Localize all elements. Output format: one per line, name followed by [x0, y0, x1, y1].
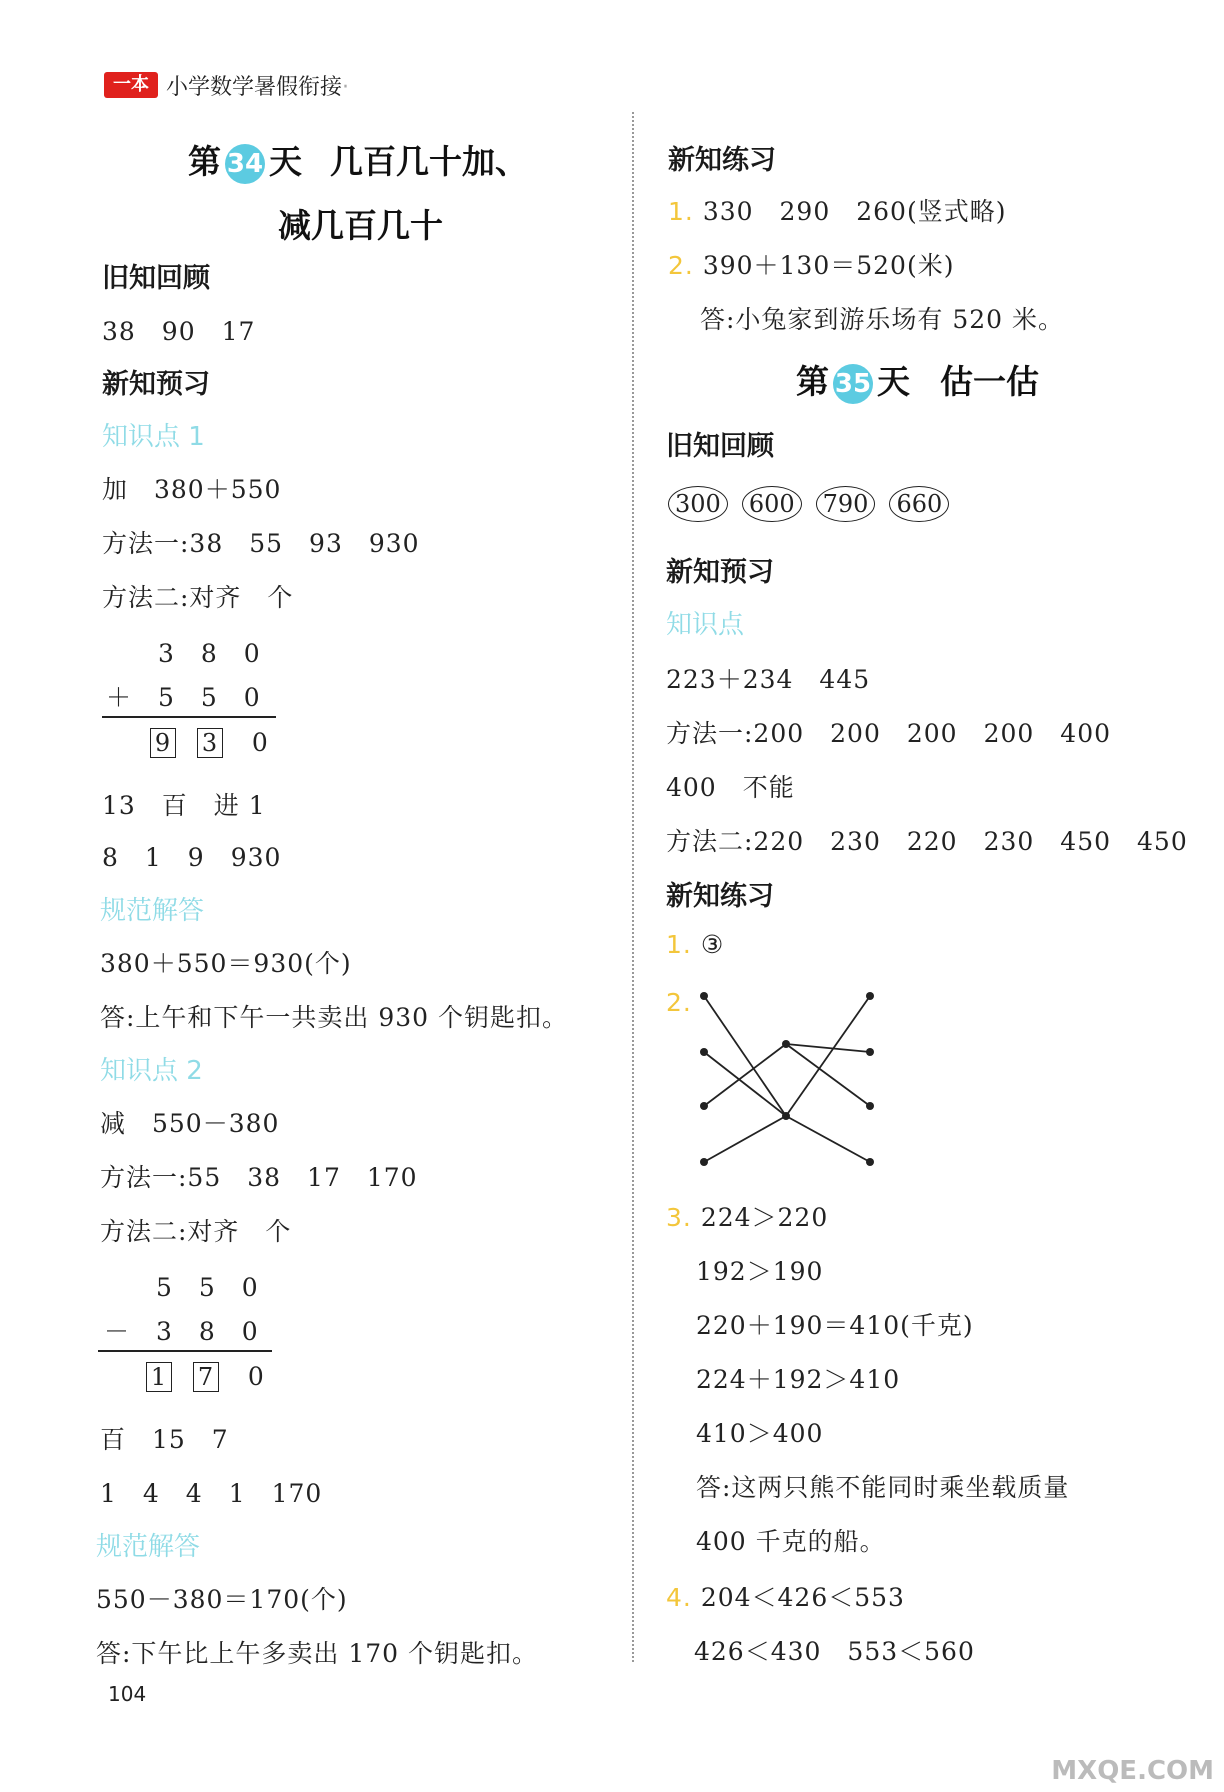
knowledge-point-2: 知识点 2: [100, 1056, 203, 1086]
dot-right-4: [866, 1158, 874, 1166]
knowledge-point-1: 知识点 1: [102, 422, 205, 452]
practice-text-2: 390＋130＝520(米): [702, 251, 955, 280]
series-title: [166, 70, 349, 101]
title-main: 估一估: [940, 362, 1039, 401]
v2-operator: －: [104, 1317, 131, 1346]
page-number: 104: [108, 1682, 147, 1706]
watermark: MXQE.COM: [1051, 1756, 1214, 1786]
q1-num: 1.: [666, 930, 692, 959]
day35-title: [796, 356, 1039, 404]
practice-text-1: 330 290 260(竖式略): [702, 197, 1007, 226]
match-line-7: [786, 996, 870, 1116]
kp1-line2: 方法一:38 55 93 930: [102, 529, 420, 558]
kp2-line5: 1 4 4 1 170: [100, 1479, 323, 1508]
day-badge: 35: [833, 364, 873, 404]
practice-item-2: [668, 246, 954, 282]
circled-1: 300: [668, 486, 728, 522]
standard-answer-2: 规范解答: [96, 1532, 201, 1562]
dot-left-2: [700, 1048, 708, 1056]
v1-row1: 3 8 0: [158, 639, 261, 668]
v2-box1: 1: [146, 1362, 172, 1392]
v2-result: [146, 1362, 265, 1392]
review-heading: 旧知回顾: [102, 263, 210, 294]
preview-heading-35: 新知预习: [666, 557, 774, 588]
kp35-line2: 方法一:200 200 200 200 400: [666, 719, 1112, 748]
q1-text: ③: [700, 930, 725, 959]
kp1-line1: 加 380＋550: [102, 475, 282, 504]
v1-box2: 3: [197, 728, 223, 758]
series-suffix: ·: [342, 75, 350, 100]
circled-2: 600: [742, 486, 802, 522]
q3-line-2: 192＞190: [696, 1257, 824, 1286]
q4-line-2: 426＜430 553＜560: [694, 1637, 975, 1666]
v1-box1: 9: [150, 728, 176, 758]
title-pre: 第: [188, 142, 221, 181]
match-line-5: [786, 1044, 870, 1052]
circled-3: 790: [816, 486, 876, 522]
kp1-line5: 8 1 9 930: [102, 843, 282, 872]
knowledge-point-35: 知识点: [666, 610, 745, 640]
title-main: 几百几十加、: [330, 142, 528, 181]
q3-answer-2: 400 千克的船。: [696, 1527, 886, 1556]
std1-answer: 答:上午和下午一共卖出 930 个钥匙扣。: [100, 1003, 569, 1032]
kp1-line3: 方法二:对齐 个: [102, 583, 294, 612]
v1-result: [150, 728, 269, 758]
kp35-line4: 方法二:220 230 220 230 450 450: [666, 827, 1188, 856]
v1-operator: ＋: [106, 683, 133, 712]
q2: [666, 988, 692, 1017]
standard-answer-1: 规范解答: [100, 896, 205, 926]
practice-num-1: 1.: [668, 197, 694, 226]
kp35-line1: 223＋234 445: [666, 665, 871, 694]
practice-answer-2: 答:小兔家到游乐场有 520 米。: [700, 305, 1065, 334]
q4-num: 4.: [666, 1583, 692, 1612]
v1-last: 0: [251, 728, 269, 757]
day-badge: 34: [225, 144, 265, 184]
practice-heading-35: 新知练习: [666, 881, 774, 912]
dot-left-1: [700, 992, 708, 1000]
q4-line-1: 204＜426＜553: [700, 1583, 905, 1612]
std2-equation: 550－380＝170(个): [96, 1585, 348, 1614]
practice-num-2: 2.: [668, 251, 694, 280]
title-pre: 第: [796, 362, 829, 401]
q3-line-4: 224＋192＞410: [696, 1365, 901, 1394]
dot-left-3: [700, 1102, 708, 1110]
brand-logo: 一本: [104, 72, 158, 98]
kp2-line3: 方法二:对齐 个: [100, 1217, 292, 1246]
q3-line-5: 410＞400: [696, 1419, 824, 1448]
kp35-line3: 400 不能: [666, 773, 795, 802]
kp1-line4: 13 百 进 1: [102, 791, 266, 820]
dot-right-3: [866, 1102, 874, 1110]
preview-heading: 新知预习: [102, 369, 210, 400]
circled-answers: [668, 486, 963, 522]
v1-row2: 5 5 0: [158, 683, 261, 712]
matching-lines-diagram: [690, 980, 890, 1180]
dot-mid-2: [782, 1112, 790, 1120]
day34-title-line2: 减几百几十: [278, 206, 443, 245]
v2-row2: 3 8 0: [156, 1317, 259, 1346]
q3-line-3: 220＋190＝410(千克): [696, 1311, 974, 1340]
dot-right-2: [866, 1048, 874, 1056]
q2-num: 2.: [666, 988, 692, 1017]
dot-mid-1: [782, 1040, 790, 1048]
q3-line-1: 224＞220: [700, 1203, 829, 1232]
kp2-line4: 百 15 7: [100, 1425, 229, 1454]
kp2-line2: 方法一:55 38 17 170: [100, 1163, 418, 1192]
match-line-8: [786, 1116, 870, 1162]
match-line-4: [704, 1116, 786, 1162]
dot-right-1: [866, 992, 874, 1000]
v2-rule: [98, 1350, 272, 1352]
std2-answer: 答:下午比上午多卖出 170 个钥匙扣。: [96, 1639, 539, 1668]
dot-left-4: [700, 1158, 708, 1166]
practice-item-1: [668, 192, 1006, 228]
q3-num: 3.: [666, 1203, 692, 1232]
v2-row1: 5 5 0: [156, 1273, 259, 1302]
title-post: 天: [269, 142, 302, 181]
q1: [666, 930, 724, 959]
q3-answer-1: 答:这两只熊不能同时乘坐载质量: [696, 1473, 1070, 1502]
v1-rule: [102, 716, 276, 718]
kp2-line1: 减 550－380: [100, 1109, 280, 1138]
q4: [666, 1578, 905, 1614]
column-divider: [632, 112, 634, 1662]
v2-box2: 7: [193, 1362, 219, 1392]
review-heading-35: 旧知回顾: [666, 431, 774, 462]
title-post: 天: [877, 362, 910, 401]
std1-equation: 380＋550＝930(个): [100, 949, 352, 978]
review-answer: 38 90 17: [102, 317, 256, 346]
series-name: 小学数学暑假衔接: [166, 75, 343, 100]
match-line-1: [704, 996, 786, 1116]
practice-heading: 新知练习: [668, 145, 776, 176]
match-line-2: [704, 1052, 786, 1116]
q3: [666, 1198, 828, 1234]
circled-4: 660: [889, 486, 949, 522]
day34-title: [188, 136, 528, 184]
v2-last: 0: [247, 1362, 265, 1391]
